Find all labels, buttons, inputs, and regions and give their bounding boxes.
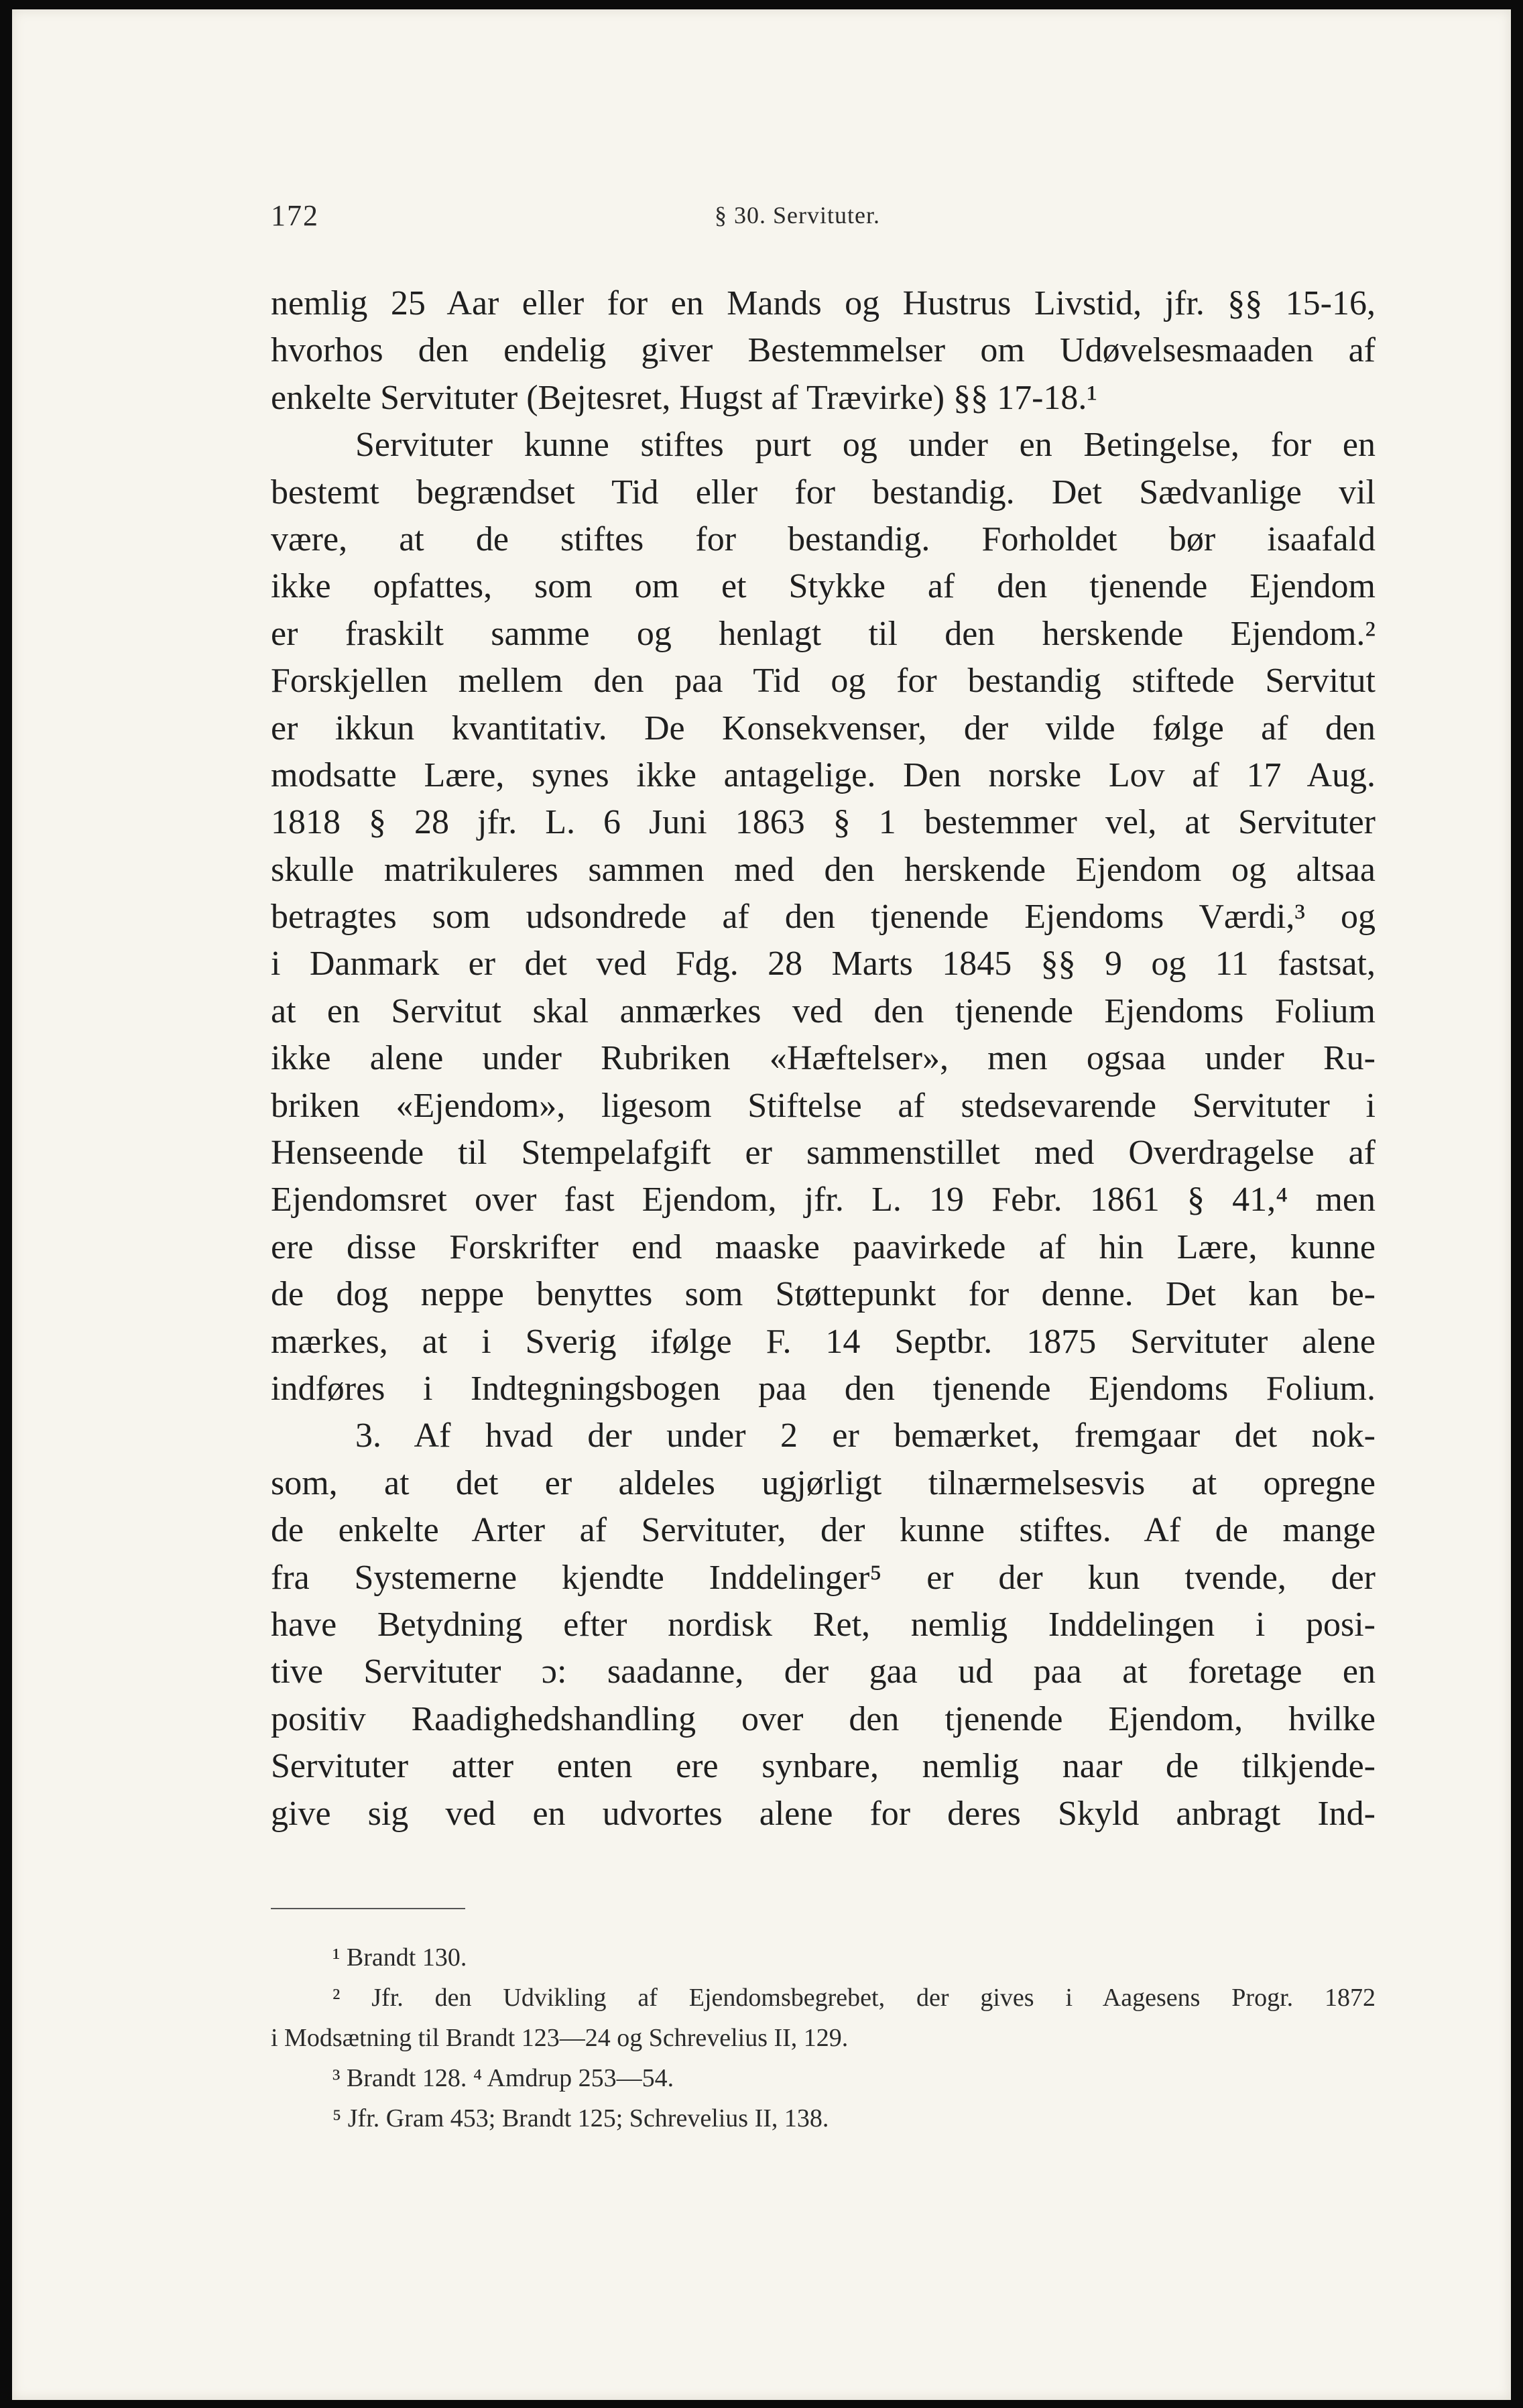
text-line: ere disse Forskrifter end maaske paavirkede af hin Lære, kunne (271, 1227, 1376, 1266)
text-line: mærkes, at i Sverig ifølge F. 14 Septbr. 1875 Servituter alene (271, 1322, 1376, 1361)
footnote-divider (271, 1908, 465, 1909)
body-text (271, 280, 1376, 1838)
text-line: positiv Raadighedshandling over den tjenende Ejendom, hvilke (271, 1699, 1376, 1738)
text-line: indføres i Indtegningsbogen paa den tjenende Ejendoms Folium. (271, 1369, 1376, 1408)
text-line: enkelte Servituter (Bejtesret, Hugst af Trævirke) §§ 17-18.¹ (271, 378, 1098, 417)
text-line: hvorhos den endelig giver Bestemmelser om Udøvelsesmaaden af (271, 331, 1376, 370)
text-line: fra Systemerne kjendte Inddelinger⁵ er der kun tvende, der (271, 1558, 1376, 1597)
text-line: Ejendomsret over fast Ejendom, jfr. L. 19 Febr. 1861 § 41,⁴ men (271, 1181, 1376, 1219)
page-number: 172 (271, 199, 319, 232)
footnote: ⁵ Jfr. Gram 453; Brandt 125; Schrevelius II, 138. (332, 2104, 829, 2132)
text-line: som, at det er aldeles ugjørligt tilnærmelsesvis at opregne (271, 1463, 1376, 1502)
text-line: Henseende til Stempelafgift er sammenstillet med Overdragelse af (271, 1134, 1376, 1172)
text-line: give sig ved en udvortes alene for deres Skyld anbragt Ind- (271, 1794, 1376, 1833)
text-line: betragtes som udsondrede af den tjenende Ejendoms Værdi,³ og (271, 898, 1376, 937)
text-line: tive Servituter ɔ: saadanne, der gaa ud paa at foretage en (271, 1652, 1376, 1691)
text-line: er ikkun kvantitativ. De Konsekvenser, der vilde følge af den (271, 709, 1376, 747)
footnote: ² Jfr. den Udvikling af Ejendomsbegrebet, der gives i Aagesens Progr. 1872 (332, 1984, 1376, 2012)
text-line: briken «Ejendom», ligesom Stiftelse af stedsevarende Servituter i (271, 1086, 1376, 1125)
text-line: modsatte Lære, synes ikke antagelige. Den norske Lov af 17 Aug. (271, 756, 1376, 794)
running-head (271, 198, 1410, 239)
text-line: være, at de stiftes for bestandig. Forholdet bør isaafald (271, 520, 1376, 558)
text-line: nemlig 25 Aar eller for en Mands og Hustrus Livstid, jfr. §§ 15-16, (271, 284, 1376, 322)
text-line: Servituter kunne stiftes purt og under en Betingelse, for en (355, 426, 1376, 465)
text-line: have Betydning efter nordisk Ret, nemlig Inddelingen i posi- (271, 1605, 1376, 1644)
footnote: ¹ Brandt 130. (332, 1943, 467, 1972)
text-line: ikke alene under Rubriken «Hæftelser», men ogsaa under Ru- (271, 1039, 1376, 1078)
text-line: Forskjellen mellem den paa Tid og for bestandig stiftede Servitut (271, 662, 1376, 701)
footnote: i Modsætning til Brandt 123—24 og Schrevelius II, 129. (271, 2024, 849, 2052)
footnotes (271, 1937, 1376, 2139)
text-line: ikke opfattes, som om et Stykke af den tjenende Ejendom (271, 567, 1376, 606)
text-line: skulle matrikuleres sammen med den herskende Ejendom og altsaa (271, 850, 1376, 889)
text-line: 1818 § 28 jfr. L. 6 Juni 1863 § 1 bestemmer vel, at Servituter (271, 803, 1376, 842)
text-line: i Danmark er det ved Fdg. 28 Marts 1845 §§ 9 og 11 fastsat, (271, 945, 1376, 983)
text-line: de dog neppe benyttes som Støttepunkt for denne. Det kan be- (271, 1275, 1376, 1314)
text-line: er fraskilt samme og henlagt til den herskende Ejendom.² (271, 614, 1376, 653)
text-line: Servituter atter enten ere synbare, nemlig naar de tilkjende- (271, 1747, 1376, 1786)
section-title: § 30. Servituter. (715, 202, 880, 229)
text-line: 3. Af hvad der under 2 er bemærket, fremgaar det nok- (355, 1417, 1376, 1455)
footnote: ³ Brandt 128. ⁴ Amdrup 253—54. (332, 2064, 674, 2092)
text-line: de enkelte Arter af Servituter, der kunne stiftes. Af de mange (271, 1511, 1376, 1550)
text-line: at en Servitut skal anmærkes ved den tjenende Ejendoms Folium (271, 991, 1376, 1030)
text-line: bestemt begrændset Tid eller for bestandig. Det Sædvanlige vil (271, 473, 1376, 511)
